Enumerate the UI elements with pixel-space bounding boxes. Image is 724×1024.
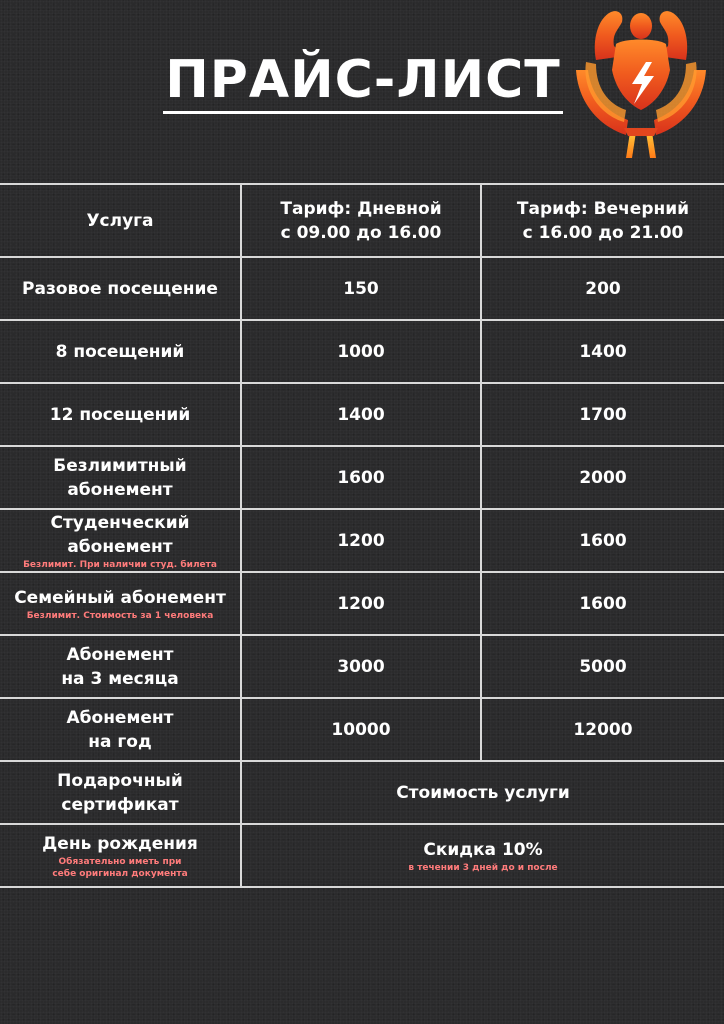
bodybuilder-lightning-logo-icon xyxy=(566,0,716,170)
evening-price: 2000 xyxy=(481,446,724,509)
service-name: Разовое посещение xyxy=(0,257,241,320)
table-row xyxy=(0,572,724,635)
day-price: 1600 xyxy=(241,446,481,509)
day-price: 1400 xyxy=(241,383,481,446)
table-row-gift xyxy=(0,761,724,824)
header-day-tariff: Тариф: Дневной с 09.00 до 16.00 xyxy=(241,184,481,257)
evening-price: 5000 xyxy=(481,635,724,698)
day-price: 1200 xyxy=(241,509,481,572)
evening-price: 1600 xyxy=(481,572,724,635)
evening-price: 1400 xyxy=(481,320,724,383)
table-row xyxy=(0,635,724,698)
table-row xyxy=(0,257,724,320)
service-note: Безлимит. Стоимость за 1 человека xyxy=(26,610,214,621)
evening-price: 12000 xyxy=(481,698,724,761)
table-header-row xyxy=(0,184,724,257)
gift-value: Стоимость услуги xyxy=(241,761,724,824)
service-name: Безлимитный абонемент xyxy=(0,446,241,509)
service-name: Абонемент на год xyxy=(0,698,241,761)
birthday-note: в течении 3 дней до и после xyxy=(408,862,558,873)
evening-price: 1600 xyxy=(481,509,724,572)
price-table xyxy=(0,183,724,888)
table-row xyxy=(0,446,724,509)
service-name: Семейный абонемент Безлимит. Стоимость за 1 человека xyxy=(0,572,241,635)
day-price: 1000 xyxy=(241,320,481,383)
day-price: 3000 xyxy=(241,635,481,698)
birthday-value: Скидка 10% в течении 3 дней до и после xyxy=(241,824,724,887)
table-row-birthday xyxy=(0,824,724,887)
evening-price: 200 xyxy=(481,257,724,320)
table-row xyxy=(0,698,724,761)
service-name: Подарочный сертификат xyxy=(0,761,241,824)
table-row xyxy=(0,320,724,383)
header-evening-tariff: Тариф: Вечерний с 16.00 до 21.00 xyxy=(481,184,724,257)
title-underline xyxy=(163,111,563,114)
day-price: 150 xyxy=(241,257,481,320)
service-name: Абонемент на 3 месяца xyxy=(0,635,241,698)
evening-price: 1700 xyxy=(481,383,724,446)
service-name: Студенческий абонемент Безлимит. При наличии студ. билета xyxy=(0,509,241,572)
table-row xyxy=(0,383,724,446)
service-name: День рождения Обязательно иметь при себе оригинал документа xyxy=(0,824,241,887)
service-name: 8 посещений xyxy=(0,320,241,383)
page-title: ПРАЙС-ЛИСТ xyxy=(165,50,561,110)
service-note: Обязательно иметь при себе оригинал документа xyxy=(52,856,188,879)
service-name: 12 посещений xyxy=(0,383,241,446)
service-note: Безлимит. При наличии студ. билета xyxy=(23,559,217,570)
table-row xyxy=(0,509,724,572)
header-service: Услуга xyxy=(0,184,241,257)
day-price: 1200 xyxy=(241,572,481,635)
day-price: 10000 xyxy=(241,698,481,761)
